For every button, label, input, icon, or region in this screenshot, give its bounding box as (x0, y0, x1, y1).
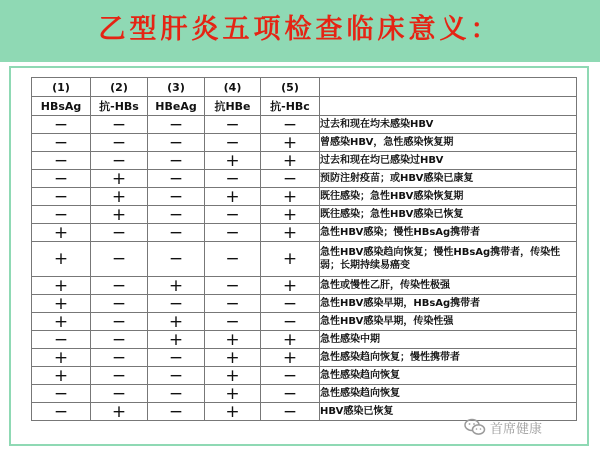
marker-result-cell: − (261, 295, 320, 313)
marker-result-cell: − (205, 116, 261, 134)
table-row (32, 134, 577, 152)
marker-result-cell: − (91, 116, 148, 134)
page-title: 乙型肝炎五项检查临床意义： (98, 14, 502, 45)
marker-result-cell: − (91, 367, 148, 385)
marker-result-cell: + (261, 152, 320, 170)
marker-result-cell: − (91, 277, 148, 295)
marker-result-cell: + (91, 170, 148, 188)
marker-result-cell: + (261, 331, 320, 349)
marker-result-cell: − (91, 295, 148, 313)
clinical-meaning-cell: 急性感染趋向恢复 (320, 367, 577, 385)
marker-result-cell: − (205, 224, 261, 242)
marker-result-cell: − (148, 385, 205, 403)
clinical-meaning-cell: 急性或慢性乙肝，传染性极强 (320, 277, 577, 295)
column-number: (5) (261, 78, 320, 97)
marker-result-cell: − (261, 385, 320, 403)
table-row (32, 152, 577, 170)
marker-result-cell: − (205, 134, 261, 152)
marker-result-cell: − (91, 331, 148, 349)
marker-result-cell: − (205, 277, 261, 295)
clinical-meaning-cell: 急性感染趋向恢复；慢性携带者 (320, 349, 577, 367)
table-row (32, 116, 577, 134)
marker-result-cell: + (91, 403, 148, 421)
marker-result-cell: − (205, 206, 261, 224)
marker-result-cell: − (148, 188, 205, 206)
column-number-row (32, 78, 577, 97)
clinical-meaning-cell: 急性感染中期 (320, 331, 577, 349)
column-header: HBeAg (148, 97, 205, 116)
marker-result-cell: − (205, 242, 261, 277)
column-header: HBsAg (32, 97, 91, 116)
table-row (32, 367, 577, 385)
marker-result-cell: − (32, 134, 91, 152)
marker-result-cell: − (148, 349, 205, 367)
marker-result-cell: + (205, 188, 261, 206)
marker-result-cell: − (148, 206, 205, 224)
marker-result-cell: + (261, 188, 320, 206)
marker-result-cell: − (91, 152, 148, 170)
marker-result-cell: − (91, 224, 148, 242)
clinical-meaning-cell: 过去和现在均已感染过HBV (320, 152, 577, 170)
marker-result-cell: + (32, 313, 91, 331)
clinical-meaning-cell: 既往感染；急性HBV感染恢复期 (320, 188, 577, 206)
table-row (32, 242, 577, 277)
marker-result-cell: − (148, 224, 205, 242)
column-number: (1) (32, 78, 91, 97)
table-row (32, 295, 577, 313)
marker-result-cell: + (32, 242, 91, 277)
column-number: (3) (148, 78, 205, 97)
marker-result-cell: − (32, 385, 91, 403)
marker-result-cell: − (148, 116, 205, 134)
wechat-icon (464, 418, 486, 436)
table-row (32, 385, 577, 403)
marker-result-cell: + (148, 313, 205, 331)
marker-result-cell: − (148, 403, 205, 421)
marker-result-cell: − (32, 170, 91, 188)
table-row (32, 313, 577, 331)
marker-result-cell: + (205, 349, 261, 367)
marker-result-cell: − (91, 313, 148, 331)
marker-result-cell: − (148, 367, 205, 385)
column-header: 抗-HBc (261, 97, 320, 116)
marker-result-cell: + (261, 224, 320, 242)
marker-result-cell: + (148, 331, 205, 349)
column-number: (4) (205, 78, 261, 97)
clinical-meaning-cell: 急性HBV感染；慢性HBsAg携带者 (320, 224, 577, 242)
marker-result-cell: + (32, 349, 91, 367)
column-header: 抗HBe (205, 97, 261, 116)
table-row (32, 331, 577, 349)
marker-result-cell: + (261, 134, 320, 152)
table-row (32, 277, 577, 295)
marker-result-cell: + (148, 277, 205, 295)
marker-result-cell: + (261, 277, 320, 295)
marker-result-cell: − (261, 313, 320, 331)
table-body (32, 78, 577, 421)
table-row (32, 170, 577, 188)
marker-result-cell: + (261, 242, 320, 277)
table-row (32, 188, 577, 206)
clinical-meaning-cell: 曾感染HBV，急性感染恢复期 (320, 134, 577, 152)
marker-result-cell: + (91, 188, 148, 206)
marker-result-cell: − (261, 116, 320, 134)
clinical-meaning-cell: 预防注射疫苗；或HBV感染已康复 (320, 170, 577, 188)
marker-result-cell: + (205, 385, 261, 403)
marker-result-cell: − (148, 152, 205, 170)
marker-result-cell: − (205, 313, 261, 331)
marker-result-cell: + (205, 367, 261, 385)
marker-result-cell: + (91, 206, 148, 224)
clinical-meaning-cell: 急性HBV感染早期，HBsAg携带者 (320, 295, 577, 313)
marker-result-cell: + (205, 331, 261, 349)
marker-result-cell: − (32, 188, 91, 206)
marker-result-cell: − (91, 385, 148, 403)
marker-result-cell: + (205, 403, 261, 421)
table-row (32, 206, 577, 224)
marker-result-cell: − (91, 349, 148, 367)
empty-cell (320, 78, 577, 97)
marker-result-cell: − (205, 170, 261, 188)
marker-result-cell: − (91, 242, 148, 277)
marker-result-cell: − (148, 242, 205, 277)
clinical-meaning-cell: 急性感染趋向恢复 (320, 385, 577, 403)
table-row (32, 224, 577, 242)
marker-result-cell: − (32, 206, 91, 224)
clinical-meaning-cell: 急性HBV感染早期，传染性强 (320, 313, 577, 331)
table-row (32, 349, 577, 367)
clinical-meaning-cell: 既往感染；急性HBV感染已恢复 (320, 206, 577, 224)
clinical-meaning-cell: 急性HBV感染趋向恢复；慢性HBsAg携带者，传染性弱；长期持续易癌变 (320, 242, 577, 277)
marker-result-cell: + (261, 206, 320, 224)
column-header: 抗-HBs (91, 97, 148, 116)
marker-result-cell: − (148, 295, 205, 313)
marker-result-cell: − (32, 116, 91, 134)
marker-result-cell: + (32, 295, 91, 313)
marker-result-cell: − (261, 367, 320, 385)
marker-result-cell: − (148, 170, 205, 188)
clinical-meaning-cell: HBV感染已恢复 (320, 403, 577, 421)
marker-result-cell: − (261, 403, 320, 421)
clinical-meaning-cell: 过去和现在均未感染HBV (320, 116, 577, 134)
column-header-row (32, 97, 577, 116)
watermark-text: 首席健康 (490, 421, 543, 437)
marker-result-cell: + (32, 224, 91, 242)
marker-result-cell: + (32, 277, 91, 295)
hbv-markers-table (31, 77, 577, 421)
marker-result-cell: − (32, 403, 91, 421)
marker-result-cell: − (91, 134, 148, 152)
marker-result-cell: − (205, 295, 261, 313)
column-number: (2) (91, 78, 148, 97)
marker-result-cell: − (148, 134, 205, 152)
marker-result-cell: − (32, 331, 91, 349)
watermark (464, 414, 594, 440)
marker-result-cell: + (261, 349, 320, 367)
marker-result-cell: − (261, 170, 320, 188)
marker-result-cell: − (32, 152, 91, 170)
empty-cell (320, 97, 577, 116)
marker-result-cell: + (32, 367, 91, 385)
marker-result-cell: + (205, 152, 261, 170)
